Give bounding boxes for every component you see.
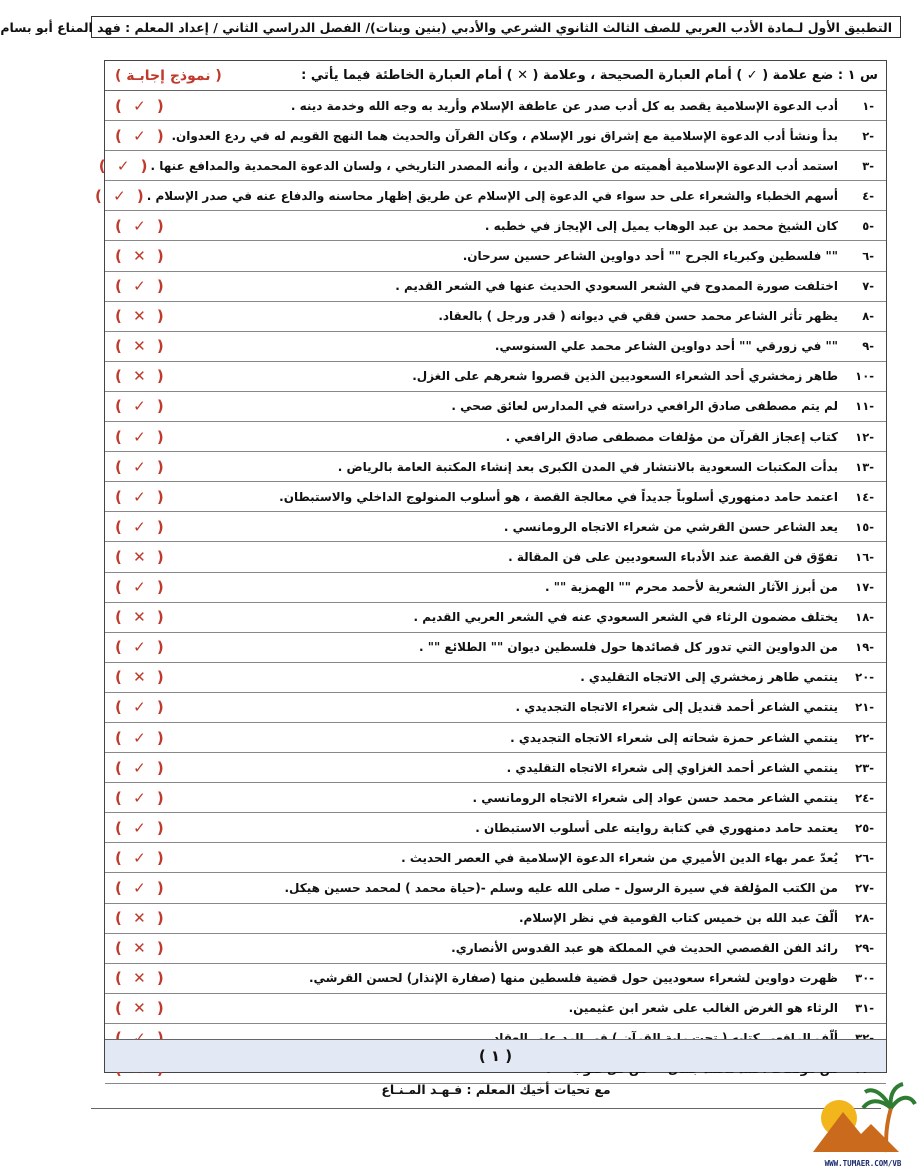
- statement: [508, 550, 874, 564]
- statement-number: -٢٦: [855, 850, 874, 865]
- statement: [419, 640, 874, 654]
- statement-text: لم يتم مصطفى صادق الرافعي دراسته في المدارس لعائق صحي .: [451, 399, 838, 414]
- statement-text: "" في زورقي "" أحد دواوين الشاعر محمد علي السنوسي.: [494, 339, 838, 354]
- answer-mark: ( ✕ ): [115, 307, 167, 326]
- statement-text: ينتمي الشاعر أحمد قنديل إلى شعراء الاتجاه التجديدي .: [515, 700, 838, 715]
- statement: [395, 279, 874, 293]
- page-number: ( ١ ): [478, 1047, 513, 1065]
- statement-text: ينتمي الشاعر أحمد الغزاوي إلى شعراء الاتجاه التقليدي .: [506, 760, 838, 775]
- statement: [172, 129, 875, 143]
- statement: [475, 821, 874, 835]
- logo-site-text: WWW.TUMAER.COM/VB: [824, 1159, 902, 1168]
- statement-number: -٢٩: [855, 941, 874, 956]
- statement: [338, 460, 874, 474]
- statement-text: بدأ ونشأ أدب الدعوة الإسلامية مع إشراق نور الإسلام ، وكان القرآن والحديث هما النهج القويم له في ردع العدوان.: [171, 128, 838, 143]
- statement-number: -٣١: [855, 1001, 874, 1016]
- logo-palm-frond: [891, 1084, 903, 1108]
- page-footer-bar: [105, 1039, 886, 1072]
- statement-text: استمد أدب الدعوة الإسلامية أهميته من عاطفة الدين ، وأنه المصدر التاريخي ، ولسان الدعوة المحمدية والمدافع عنها .: [150, 158, 838, 173]
- statement-row: [105, 603, 886, 633]
- statement-number: -١٩: [855, 640, 874, 655]
- statement-text: كان الشيخ محمد بن عبد الوهاب يميل إلى الإيجاز في خطبه .: [484, 218, 838, 233]
- answer-mark: ( ✓ ): [115, 638, 167, 657]
- statement-number: -٤: [862, 188, 874, 203]
- statement-number: -٢٣: [855, 760, 874, 775]
- statement-text: أدب الدعوة الإسلامية يقصد به كل أدب صدر عن عاطفة الإسلام وأريد به وجه الله وخدمة دينه .: [290, 98, 838, 113]
- statement-row: [105, 512, 886, 542]
- statement-row: [105, 272, 886, 302]
- statement-row: [105, 542, 886, 572]
- statement-text: تفوّق فن القصة عند الأدباء السعوديين على فن المقالة .: [508, 549, 838, 564]
- statement-text: من الكتب المؤلفة في سيرة الرسول - صلى الله عليه وسلم -(حياة محمد ) لمحمد حسين هيكل.: [284, 880, 838, 895]
- answer-mark: ( ✓ ): [115, 427, 167, 446]
- statement-number: -٦: [862, 249, 874, 264]
- statement-number: -٢٢: [855, 730, 874, 745]
- statement-row: [105, 873, 886, 903]
- items-list: [95, 91, 886, 1084]
- statement-number: -١٦: [855, 549, 874, 564]
- answer-mark: ( ✕ ): [115, 608, 167, 627]
- model-answer-label: ( نموذج إجابـة ): [115, 67, 222, 84]
- page-header: [0, 16, 901, 38]
- statement-number: -٢٠: [855, 670, 874, 685]
- statement-row: [105, 904, 886, 934]
- statement-row: [105, 843, 886, 873]
- statement: [291, 99, 874, 113]
- statement-text: "" فلسطين وكبرياء الجرح "" أحد دواوين الشاعر حسين سرحان.: [462, 249, 838, 264]
- statement-text: أسهم الخطباء والشعراء على حد سواء في الدعوة إلى الإسلام عن طريق إظهار محاسنه والدفاع عنه في صدر الإسلام .: [146, 188, 838, 203]
- statement-row: [105, 91, 886, 121]
- answer-mark: ( ✓ ): [115, 728, 167, 747]
- answer-mark: ( ✕ ): [115, 247, 167, 266]
- statement-row: [105, 573, 886, 603]
- answer-mark: ( ✓ ): [95, 186, 147, 205]
- statement-number: -١٠: [855, 369, 874, 384]
- statement-text: ينتمي الشاعر محمد حسن عواد إلى شعراء الاتجاه الرومانسي .: [472, 790, 838, 805]
- answer-mark: ( ✕ ): [115, 668, 167, 687]
- statement-text: بدأت المكتبات السعودية بالانتشار في المدن الكبرى بعد إنشاء المكتبة العامة بالرياض .: [337, 459, 838, 474]
- statement: [401, 851, 874, 865]
- statement-text: ظهرت دواوين لشعراء سعوديين حول قضية فلسطين منها (صفارة الإنذار) لحسن القرشي.: [308, 971, 838, 986]
- statement: [472, 791, 874, 805]
- answer-mark: ( ✕ ): [115, 337, 167, 356]
- answer-mark: ( ✓ ): [98, 156, 151, 175]
- statement-text: الرثاء هو الغرض الغالب على شعر ابن عثيمين.: [568, 1001, 838, 1016]
- answer-mark: ( ✓ ): [115, 126, 167, 145]
- statement-number: -٥: [862, 218, 874, 233]
- statement: [151, 159, 874, 173]
- statement-row: [95, 181, 886, 211]
- statement: [506, 430, 874, 444]
- statement: [495, 339, 874, 353]
- statement-text: يختلف مضمون الرثاء في الشعر السعودي عنه في الشعر العربي القديم .: [413, 610, 838, 625]
- statement-number: -١٧: [855, 580, 874, 595]
- statement-row: [105, 994, 886, 1024]
- statement: [451, 941, 874, 955]
- statement-text: ينتمي طاهر زمخشري إلى الاتجاه التقليدي .: [580, 670, 838, 685]
- statement-text: اعتمد حامد دمنهوري أسلوباً جديداً في معالجة القصة ، هو أسلوب المنولوج الداخلي والاستبطان.: [279, 489, 838, 504]
- statement: [412, 369, 874, 383]
- statement-text: كتاب إعجاز القرآن من مؤلفات مصطفى صادق الرافعي .: [505, 429, 838, 444]
- statement-row: [105, 482, 886, 512]
- answer-mark: ( ✓ ): [115, 517, 167, 536]
- statement-number: -٣٠: [855, 971, 874, 986]
- statement-row: [105, 964, 886, 994]
- answer-mark: ( ✕ ): [115, 969, 167, 988]
- answer-mark: ( ✕ ): [115, 939, 167, 958]
- statement: [438, 309, 874, 323]
- answer-mark: ( ✓ ): [115, 277, 167, 296]
- answer-mark: ( ✓ ): [115, 698, 167, 717]
- question-row: [105, 61, 886, 91]
- bottom-divider: [91, 1108, 881, 1109]
- statement-row: [98, 151, 886, 181]
- answer-mark: ( ✓ ): [115, 848, 167, 867]
- statement-number: -٢٥: [855, 820, 874, 835]
- statement-number: -١٢: [855, 429, 874, 444]
- statement: [504, 520, 874, 534]
- statement: [519, 911, 874, 925]
- statement-number: -١٤: [855, 489, 874, 504]
- statement-row: [105, 302, 886, 332]
- statement-number: -١١: [855, 399, 874, 414]
- answer-sheet: [95, 60, 887, 1073]
- statement-number: -٨: [862, 309, 874, 324]
- statement: [463, 249, 874, 263]
- answer-mark: ( ✕ ): [115, 367, 167, 386]
- answer-mark: ( ✕ ): [115, 999, 167, 1018]
- statement-number: -٩: [862, 339, 874, 354]
- statement-text: رائد الفن القصصي الحديث في المملكة هو عبد القدوس الأنصاري.: [451, 941, 838, 956]
- statement-row: [105, 392, 886, 422]
- answer-mark: ( ✕ ): [115, 547, 167, 566]
- statement: [545, 580, 874, 594]
- statement: [516, 700, 874, 714]
- statement: [485, 219, 874, 233]
- statement-row: [105, 934, 886, 964]
- statement-row: [105, 663, 886, 693]
- statement-text: اختلفت صورة الممدوح في الشعر السعودي الحديث عنها في الشعر القديم .: [395, 279, 838, 294]
- statement: [451, 399, 874, 413]
- answer-mark: ( ✓ ): [115, 96, 167, 115]
- statement-number: -١٨: [855, 610, 874, 625]
- statement: [279, 490, 874, 504]
- answer-mark: ( ✕ ): [115, 909, 167, 928]
- logo-palm-frond: [891, 1098, 915, 1108]
- statement: [569, 1001, 874, 1015]
- answer-mark: ( ✓ ): [115, 457, 167, 476]
- statement-number: -٢٧: [855, 880, 874, 895]
- statement-number: -٧: [862, 279, 874, 294]
- statement-row: [105, 211, 886, 241]
- header-text: التطبيق الأول لـمادة الأدب العربي للصف الثالث الثانوي الشرعي والأدبي (بنين وبنات)/ الفصل الدراسي الثاني / إعداد المعلم : فهد المناع أبو بسام: [0, 20, 892, 35]
- statement: [147, 189, 874, 203]
- answer-mark: ( ✓ ): [115, 788, 167, 807]
- statement-number: -٣: [862, 158, 874, 173]
- statement: [510, 731, 874, 745]
- statement-row: [105, 693, 886, 723]
- statement-row: [105, 723, 886, 753]
- statement-row: [105, 241, 886, 271]
- statement-text: يظهر تأثر الشاعر محمد حسن فقي في ديوانه ( قدر ورجل ) بالعقاد.: [438, 309, 838, 324]
- answer-mark: ( ✓ ): [115, 397, 167, 416]
- statement-text: من الدواوين التي تدور كل قصائدها حول فلسطين ديوان "" الطلائع "" .: [418, 640, 838, 655]
- statement-row: [105, 813, 886, 843]
- answer-mark: ( ✓ ): [115, 578, 167, 597]
- statement-text: يعد الشاعر حسن القرشي من شعراء الاتجاه الرومانسي .: [503, 519, 838, 534]
- statement: [284, 881, 874, 895]
- question-text: س ١ : ضع علامة ( ✓ ) أمام العبارة الصحيحة ، وعلامة ( ✕ ) أمام العبارة الخاطئة فيما يأتي :: [301, 68, 878, 83]
- answer-mark: ( ✓ ): [115, 878, 167, 897]
- statement-number: -٢١: [855, 700, 874, 715]
- statement-row: [105, 121, 886, 151]
- statement-text: طاهر زمخشري أحد الشعراء السعوديين الذين قصروا شعرهم على الغزل.: [412, 369, 838, 384]
- statement-number: -٢: [862, 128, 874, 143]
- answer-mark: ( ✓ ): [115, 216, 167, 235]
- statement-row: [105, 452, 886, 482]
- statement-row: [105, 362, 886, 392]
- statement-row: [105, 332, 886, 362]
- answer-mark: ( ✓ ): [115, 758, 167, 777]
- site-logo: [809, 1078, 917, 1168]
- closing-signature: مع تحيات أخيك المعلم : فـهـد المـنـاع: [381, 1082, 611, 1097]
- statement-row: [105, 633, 886, 663]
- statement-row: [105, 783, 886, 813]
- logo-palm-icon: [809, 1078, 917, 1156]
- statement-text: من أبرز الآثار الشعرية لأحمد محرم "" الهمزية "" .: [545, 580, 838, 595]
- statement-row: [105, 753, 886, 783]
- statement-row: [105, 422, 886, 452]
- statement: [580, 670, 874, 684]
- statement-number: -١٣: [855, 459, 874, 474]
- statement: [507, 761, 874, 775]
- answer-mark: ( ✓ ): [115, 818, 167, 837]
- statement-text: يعتمد حامد دمنهوري في كتابة روايته على أسلوب الاستبطان .: [475, 820, 838, 835]
- statement-number: -١: [862, 98, 874, 113]
- statement: [309, 971, 874, 985]
- statement-text: يُعدّ عمر بهاء الدين الأميري من شعراء الدعوة الإسلامية في العصر الحديث .: [401, 850, 838, 865]
- statement-number: -٢٤: [855, 790, 874, 805]
- statement-text: ألّفَ عبد الله بن خميس كتاب القومية في نظر الإسلام.: [519, 911, 838, 926]
- answer-mark: ( ✓ ): [115, 487, 167, 506]
- statement-number: -٢٨: [855, 911, 874, 926]
- statement-text: ينتمي الشاعر حمزة شحاته إلى شعراء الاتجاه التجديدي .: [510, 730, 838, 745]
- statement: [414, 610, 874, 624]
- statement-number: -١٥: [855, 519, 874, 534]
